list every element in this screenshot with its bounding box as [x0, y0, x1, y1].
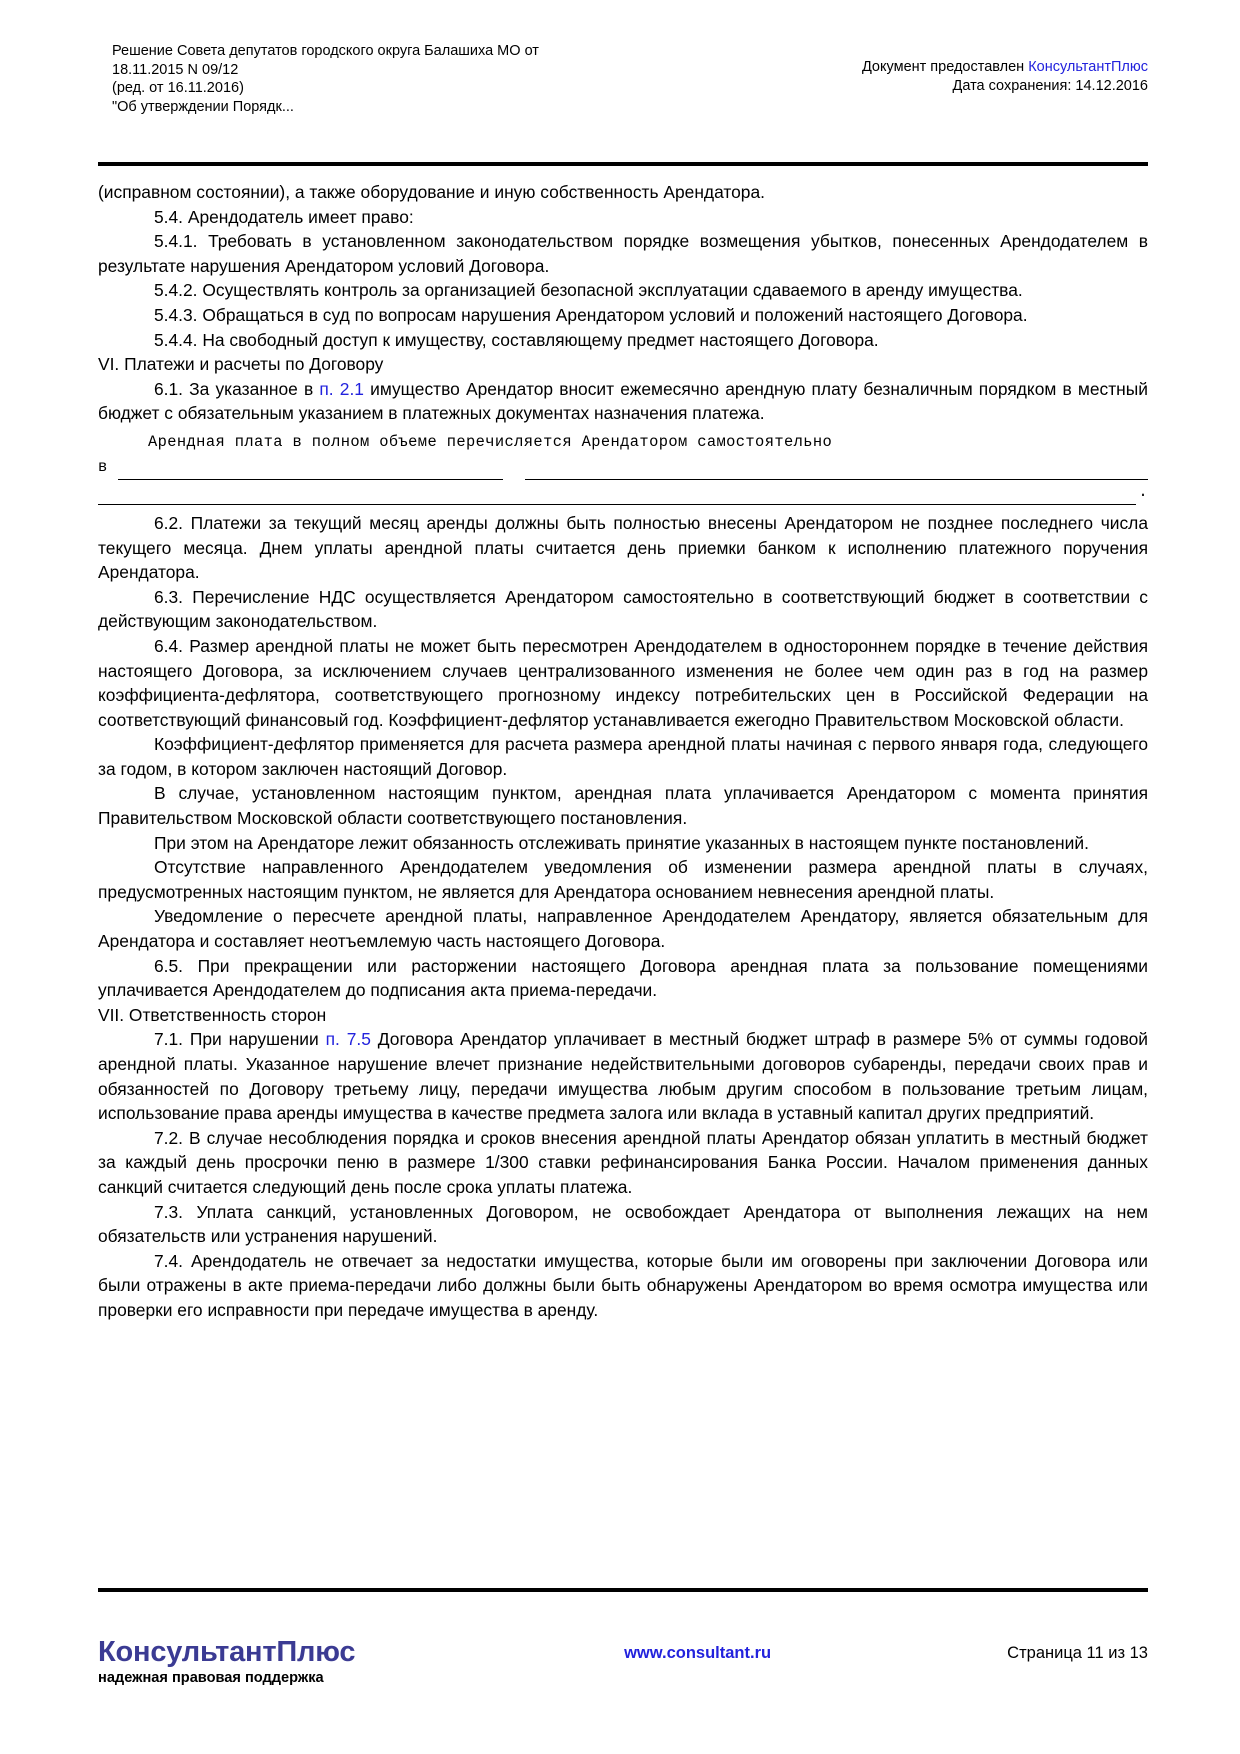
clause-link-7-5[interactable]: п. 7.5 [325, 1029, 371, 1050]
paragraph-5-4-3: 5.4.3. Обращаться в суд по вопросам нарушения Арендатором условий и положений настоящего Договора. [154, 304, 1028, 325]
footer-divider [98, 1588, 1148, 1592]
paragraph-6-1 [98, 377, 1148, 426]
paragraph-7-1-text-b: Договора Арендатор уплачивает в местный бюджет штраф в размере 5% от суммы годовой арендной платы. Указанное нарушение влечет признание недействительными договоров субаренды, передачи своих прав и обязанностей по Договору третьему лицу, передачи имущества любым другим способом в пользование третьим лицам, использование права аренды имущества в качестве предмета залога или вклада в уставный капитал других предприятий. [98, 1029, 1148, 1124]
paragraph-7-2: 7.2. В случае несоблюдения порядка и сроков внесения арендной платы Арендатор обязан уплатить в местный бюджет за каждый день просрочки пеню в размере 1/300 ставки рефинансирования Банка России. Началом применения данных санкций считается следующий день после срока уплаты платежа. [98, 1127, 1148, 1197]
consultant-plus-logo [98, 1636, 428, 1687]
fill-in-line-2 [98, 455, 1148, 480]
paragraph-6-3: 6.3. Перечисление НДС осуществляется Арендатором самостоятельно в соответствующий бюджет в соответствии с действующим законодательством. [98, 586, 1148, 632]
fill-in-line-1: Арендная плата в полном объеме перечисляется Арендатором самостоятельно [148, 432, 833, 451]
page-number-label: Страница 11 из 13 [1007, 1644, 1148, 1662]
paragraph-6-4: 6.4. Размер арендной платы не может быть пересмотрен Арендодателем в одностороннем порядке в течение действия настоящего Договора, за исключением случаев централизованного изменения не более чем один раз в год на размер коэффициента-дефлятора, соответствующего прогнозному индексу потребительских цен в Российской Федерации на соответствующий финансовый год. Коэффициент-дефлятор устанавливается ежегодно Правительством Московской области. [98, 635, 1148, 730]
fill-in-blank-b[interactable] [525, 462, 1148, 480]
paragraph-7-1-text-a: 7.1. При нарушении [154, 1029, 326, 1050]
fill-in-trailing-period: . [1138, 482, 1148, 501]
doc-title-line-4: "Об утверждении Порядк... [112, 98, 294, 115]
saved-date: Дата сохранения: 14.12.2016 [952, 78, 1148, 94]
header-divider [98, 162, 1148, 166]
paragraph-6-4-f: Уведомление о пересчете арендной платы, направленное Арендодателем Арендатору, является обязательным для Арендатора и составляет неотъемлемую часть настоящего Договора. [98, 906, 1148, 952]
doc-title-line-2: 18.11.2015 N 09/12 [112, 61, 239, 78]
section-heading-vii: VII. Ответственность сторон [98, 1004, 327, 1025]
clause-link-2-1[interactable]: п. 2.1 [319, 378, 364, 399]
logo-tagline: надежная правовая поддержка [98, 1670, 324, 1686]
doc-title-line-1: Решение Совета депутатов городского округа Балашиха МО от [112, 43, 539, 59]
paragraph-5-4-1: 5.4.1. Требовать в установленном законодательством порядке возмещения убытков, понесенных Арендодателем в результате нарушения Арендатором условий Договора. [98, 231, 1148, 276]
doc-title-line-3: (ред. от 16.11.2016) [112, 80, 244, 96]
fill-in-block [98, 430, 1148, 505]
paragraph-5-4: 5.4. Арендодатель имеет право: [154, 206, 414, 227]
paragraph-6-2: 6.2. Платежи за текущий месяц аренды должны быть полностью внесены Арендатором не позднее последнего числа текущего месяца. Днем уплаты арендной платы считается день приемки банком к исполнению платежного поручения Арендатора. [98, 512, 1148, 583]
fill-in-lead-label: в [98, 457, 108, 476]
paragraph-7-1 [98, 1027, 1148, 1125]
document-title-block [112, 42, 539, 116]
section-heading-vi: VI. Платежи и расчеты по Договору [98, 354, 384, 375]
paragraph-7-3: 7.3. Уплата санкций, установленных Договором, не освобождает Арендатора от выполнения лежащих на нем обязательств или устранения нарушений. [98, 1201, 1148, 1247]
provided-by-line [862, 58, 1148, 77]
logo-wordmark: КонсультантПлюс [98, 1636, 356, 1668]
provided-by-label: Документ предоставлен [861, 59, 1029, 75]
document-header [0, 0, 1240, 116]
fill-in-blank-a[interactable] [118, 462, 503, 480]
consultant-website-link[interactable]: www.consultant.ru [624, 1644, 772, 1662]
fill-in-line-3 [98, 480, 1148, 505]
document-provider-block [862, 42, 1148, 96]
document-body [98, 180, 1148, 1323]
paragraph-6-4-b: Коэффициент-дефлятор применяется для расчета размера арендной платы начиная с первого января года, следующего за годом, в котором заключен настоящий Договор. [98, 734, 1148, 779]
paragraph-6-4-d: При этом на Арендаторе лежит обязанность отслеживать принятие указанных в настоящем пункте постановлений. [154, 832, 1089, 853]
paragraph-6-1-text-b: имущество Арендатор вносит ежемесячно арендную плату безналичным порядком в местный бюджет с обязательным указанием в платежных документах назначения платежа. [98, 378, 1148, 424]
document-footer [98, 1636, 1148, 1687]
paragraph-6-4-e: Отсутствие направленного Арендодателем уведомления об изменении размера арендной платы в случаях, предусмотренных настоящим пунктом, не является для Арендатора основанием невнесения арендной платы. [98, 857, 1148, 902]
paragraph-6-1-text-a: 6.1. За указанное в [154, 378, 320, 399]
consultant-plus-link[interactable]: КонсультантПлюс [1028, 59, 1148, 75]
fill-in-blank-c[interactable] [98, 487, 1136, 505]
paragraph-5-4-4: 5.4.4. На свободный доступ к имуществу, составляющему предмет настоящего Договора. [154, 329, 879, 350]
paragraph-7-4: 7.4. Арендодатель не отвечает за недостатки имущества, которые были им оговорены при заключении Договора или были отражены в акте приема-передачи либо должны были быть обнаружены Арендатором во время осмотра имущества или проверки его исправности при передаче имущества в аренду. [98, 1250, 1148, 1320]
paragraph-6-5: 6.5. При прекращении или расторжении настоящего Договора арендная плата за пользование помещениями уплачивается Арендодателем до подписания акта приема-передачи. [98, 955, 1148, 1001]
paragraph-5-4-2: 5.4.2. Осуществлять контроль за организацией безопасной эксплуатации сдаваемого в аренду имущества. [154, 280, 1023, 301]
paragraph-6-4-c: В случае, установленном настоящим пунктом, арендная плата уплачивается Арендатором с момента принятия Правительством Московской области соответствующего постановления. [98, 783, 1148, 829]
paragraph-intro: (исправном состоянии), а также оборудование и иную собственность Арендатора. [98, 182, 765, 202]
